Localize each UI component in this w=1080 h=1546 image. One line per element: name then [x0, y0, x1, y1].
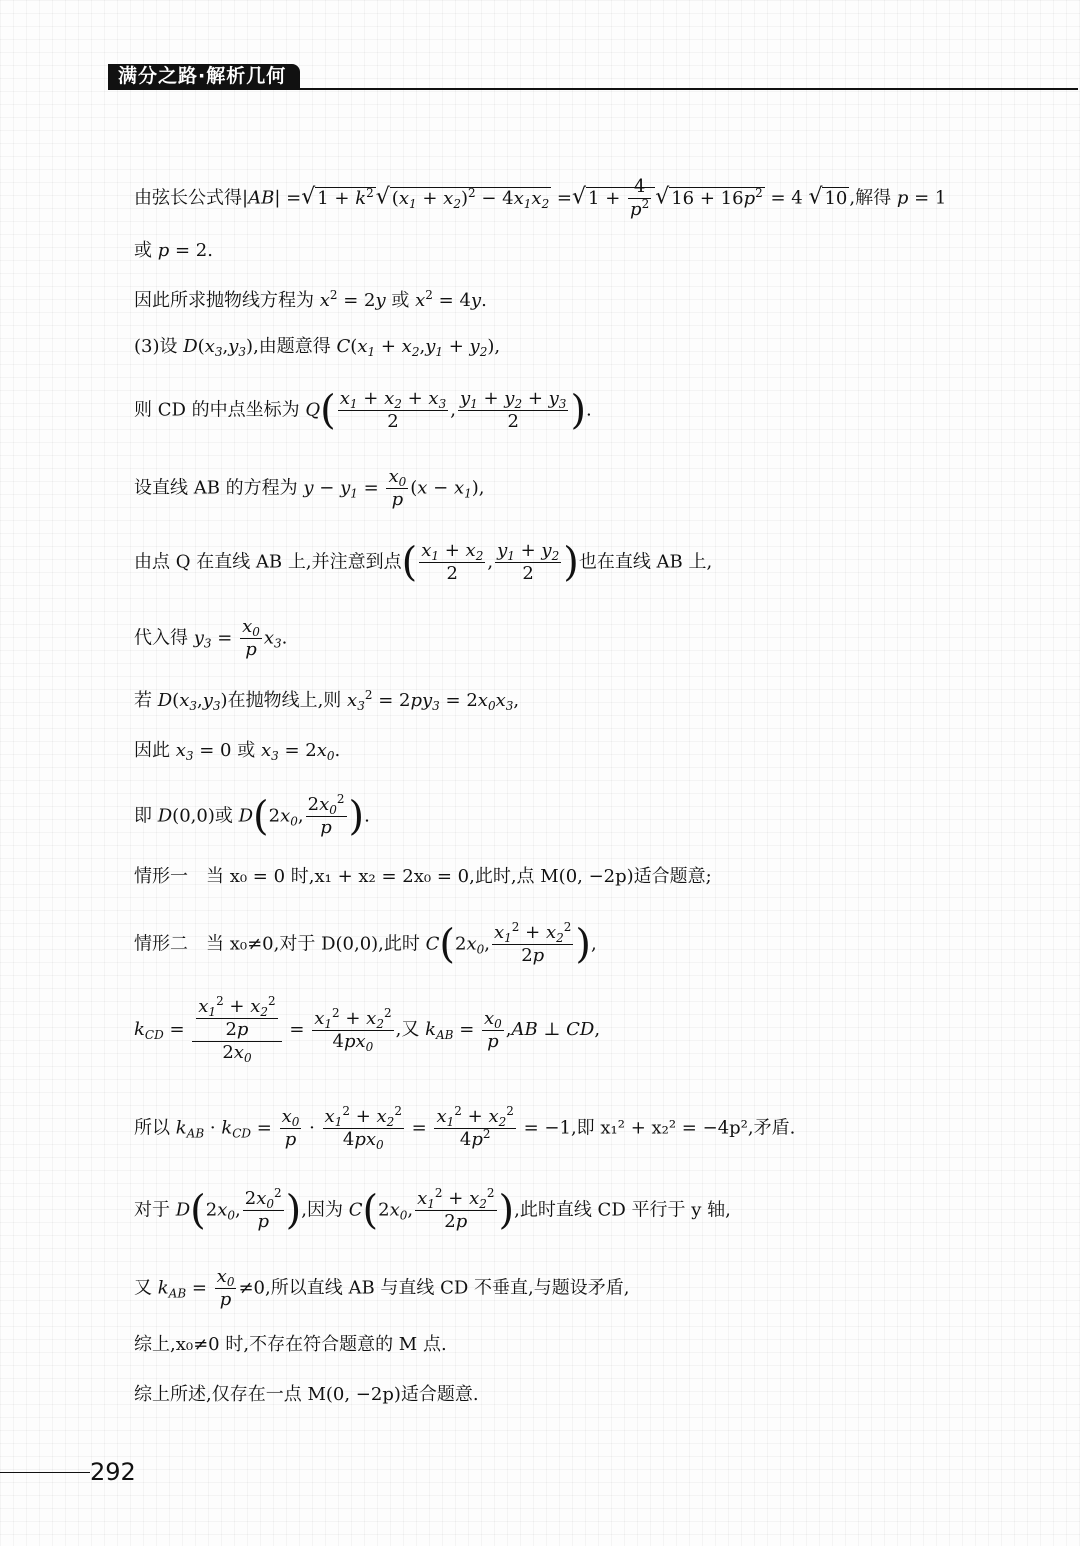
text: 由弦长公式得 [134, 187, 242, 209]
text: 因此 [134, 740, 176, 761]
midpoint-line: 则 CD 的中点坐标为 Q( $\frac{x_1 + x_2 + x_3}{2}$ , $\frac{y_1 + y_2 + y_3}{2}$ ). [134, 387, 592, 434]
text: 由点 Q 在直线 AB 上,并注意到点 [134, 551, 402, 573]
text: 或 [231, 740, 261, 761]
text: ,由题意得 [253, 336, 337, 357]
page-number: 292 [90, 1458, 136, 1486]
text: ,又 [395, 1019, 426, 1040]
page-footer [0, 1458, 1080, 1488]
text: ,因为 [301, 1199, 349, 1221]
text-line: 因此所求抛物线方程为 $x^2 = 2y$ 或 $x^2 = 4y$. [134, 288, 487, 311]
text: 在抛物线上,则 [227, 690, 348, 711]
text: ,解得 [849, 187, 897, 209]
line-ab-equation: 设直线 AB 的方程为 $y - y_1$ = $\frac{x_0}{p}$ $(x - x_1)$, [134, 466, 485, 510]
text: 或 [214, 805, 239, 827]
case-two: 情形二 当 x₀≠0,对于 D(0,0),此时 $C(2x_0$, $\frac{x_1^2 + x_2^2}{2p}$ ), [134, 920, 597, 968]
header-title: 满分之路·解析几何 [108, 64, 300, 89]
formula-line-chord-length: 由弦长公式得|AB| =√ $1 + k^2√$ $(x_1 + x_2)^2 - 4x_1x_2$ =√ 1 + $\frac{4}{p^2}$ √ $16 + 16p^2 = 4$ √ 10 ,解得 p = 1 [134, 176, 947, 220]
text-line: (3)设 $D(x_3,y_3)$,由题意得 $C(x_1 + x_2,y_1 + y_2)$, [134, 336, 501, 359]
text: ,此时直线 CD 平行于 y 轴, [514, 1199, 731, 1221]
text: 则 CD 的中点坐标为 [134, 399, 306, 421]
text: 情形二 当 x₀≠0,对于 D(0,0),此时 [134, 933, 426, 955]
text: (3)设 [134, 336, 184, 357]
header-rule [108, 88, 1078, 90]
text: 或 [134, 240, 158, 261]
footer-rule [0, 1472, 90, 1473]
text: 也在直线 AB 上, [578, 551, 713, 573]
text: 所以 [134, 1117, 176, 1139]
text: ,所以直线 AB 与直线 CD 不垂直,与题设矛盾, [265, 1277, 630, 1299]
text-line: 或 p = 2. [134, 240, 213, 261]
slope-product: 所以 $k_{AB} \cdot k_{CD}$ = $\frac{x_0}{p}$ · $\frac{x_1^2 + x_2^2}{4px_0}$ = $\frac{x_1^2 + x_2^2}{4p^2}$ = −1,即 x₁² + x₂² = −4p²,矛盾. [134, 1104, 796, 1152]
text-line: 对于 $D(2x_0$, $\frac{2x_0^2}{p}$ ),因为 $C(2x_0$, $\frac{x_1^2 + x_2^2}{2p}$ ),此时直线 CD 平行于 y 轴, [134, 1186, 731, 1234]
text-line: 若 $D(x_3,y_3)$在抛物线上,则 $x_3^2 = 2py_3 = 2x_0x_3$, [134, 688, 520, 713]
text-line: 又 $k_{AB}$ = $\frac{x_0}{p}$ ≠0,所以直线 AB 与直线 CD 不垂直,与题设矛盾, [134, 1266, 630, 1310]
slope-cd: $k_{CD}$ = $\frac{\frac{x_1^2 + x_2^2}{2p}}{2x_0}$ = $\frac{x_1^2 + x_2^2}{4px_0}$ ,又 $k_{AB}$ = $\frac{x_0}{p}$ ,AB ⊥ CD, [134, 994, 601, 1065]
running-header [108, 64, 1078, 90]
text: 若 [134, 690, 158, 711]
text-line: 由点 Q 在直线 AB 上,并注意到点( $\frac{x_1 + x_2}{2}$ , $\frac{y_1 + y_2}{2}$ )也在直线 AB 上, [134, 539, 713, 586]
text: 对于 [134, 1199, 176, 1221]
text-line: 代入得 $y_3$ = $\frac{x_0}{p}$ $x_3$. [134, 616, 288, 660]
case-one: 情形一 当 x₀ = 0 时,x₁ + x₂ = 2x₀ = 0,此时,点 M(0, −2p)适合题意; [134, 866, 712, 887]
text: 或 [385, 290, 416, 311]
conclusion-final: 综上所述,仅存在一点 M(0, −2p)适合题意. [134, 1384, 479, 1405]
text: 设直线 AB 的方程为 [134, 477, 304, 499]
text: 即 [134, 805, 158, 827]
text: 因此所求抛物线方程为 [134, 290, 320, 311]
text-line: 因此 $x_3 = 0$ 或 $x_3 = 2x_0$. [134, 740, 341, 763]
text: ,即 x₁² + x₂² = −4p²,矛盾. [570, 1117, 796, 1139]
text: 代入得 [134, 627, 194, 649]
text: 又 [134, 1277, 158, 1299]
text-line: 即 D(0,0)或 $D(2x_0$, $\frac{2x_0^2}{p}$ ). [134, 792, 370, 840]
conclusion-one: 综上,x₀≠0 时,不存在符合题意的 M 点. [134, 1334, 447, 1355]
